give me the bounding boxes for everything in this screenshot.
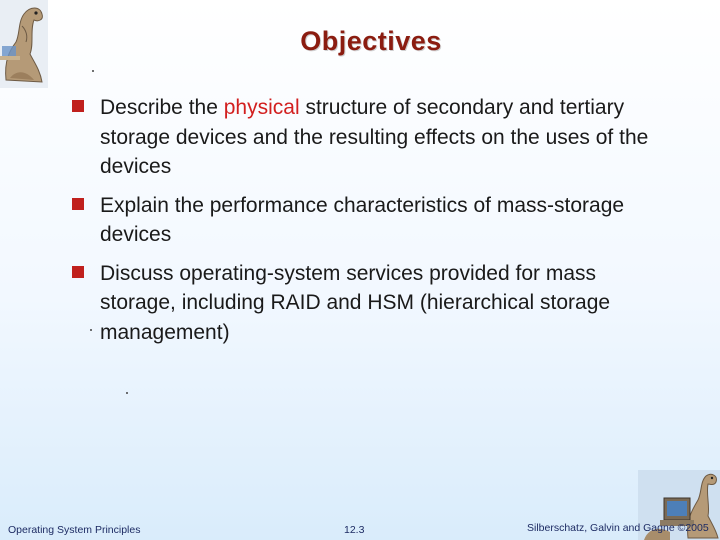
bullet-text: Explain the performance characteristics of mass-storage devices: [100, 193, 625, 246]
decorative-speck: [92, 70, 94, 72]
bullet-text-before: Describe the: [100, 96, 224, 119]
slide-title: Objectives: [300, 26, 442, 56]
square-bullet-icon: [72, 266, 84, 278]
bullet-text: Discuss operating-system services provided for mass storage, including RAID and HSM (hierarchical storage management): [100, 261, 611, 344]
bullet-item-2: [72, 191, 672, 250]
bullet-item-3: [72, 259, 672, 348]
footer-copyright: Silberschatz, Galvin and Gagne ©2005: [527, 522, 709, 534]
bullet-list: [72, 93, 672, 356]
footer-course: Operating System Principles: [8, 524, 141, 536]
decorative-speck: [90, 329, 92, 331]
bullet-item-1: [72, 93, 672, 182]
bullet-text-after: structure of secondary and tertiary storage devices and the resulting effects on the uses of the devices: [100, 96, 649, 178]
square-bullet-icon: [72, 198, 84, 210]
decorative-speck: [126, 392, 128, 394]
footer-page-number: 12.3: [344, 524, 365, 536]
square-bullet-icon: [72, 100, 84, 112]
bullet-text-highlight: physical: [223, 96, 300, 119]
